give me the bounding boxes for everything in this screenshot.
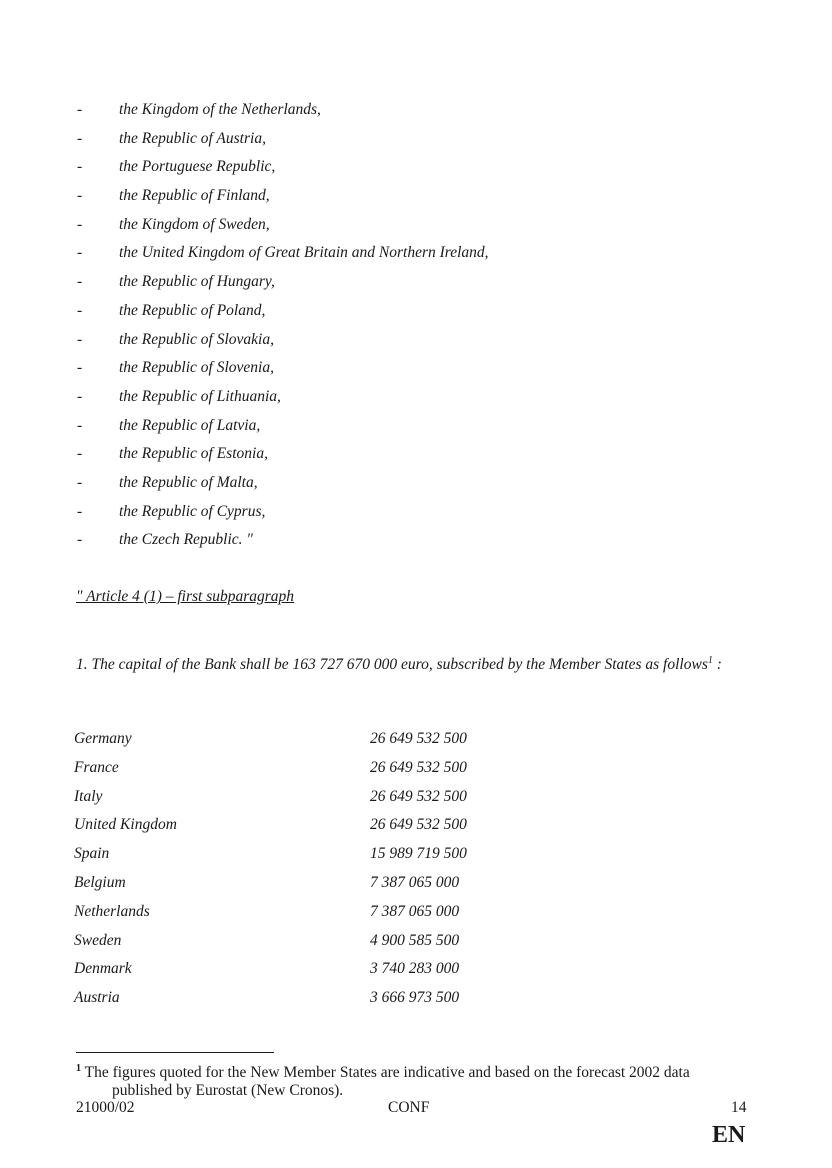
amount-cell: 26 649 532 500 bbox=[370, 730, 467, 747]
footnote-mark: 1 bbox=[76, 1063, 81, 1074]
list-item-text: the Kingdom of Sweden, bbox=[119, 215, 270, 233]
list-item-text: the Czech Republic. " bbox=[119, 531, 253, 549]
country-cell: Germany bbox=[74, 730, 132, 747]
paragraph-text: 1. The capital of the Bank shall be 163 727 670 000 euro, subscribed by the Member States as follows bbox=[76, 656, 708, 674]
list-dash: - bbox=[77, 129, 83, 147]
amount-cell: 15 989 719 500 bbox=[370, 845, 467, 863]
list-item-text: the Republic of Poland, bbox=[119, 301, 266, 319]
list-item-text: the Republic of Slovenia, bbox=[119, 359, 274, 377]
amount-cell: 26 649 532 500 bbox=[370, 787, 467, 805]
paragraph-suffix: : bbox=[712, 656, 722, 674]
country-cell: United Kingdom bbox=[74, 816, 177, 834]
page-number: 14 bbox=[731, 1099, 747, 1116]
capital-paragraph bbox=[76, 646, 756, 679]
footnote-line-1 bbox=[76, 1060, 756, 1082]
amount-cell: 3 666 973 500 bbox=[370, 989, 460, 1007]
article-heading: " Article 4 (1) – first subparagraph bbox=[76, 588, 295, 605]
list-dash: - bbox=[77, 244, 83, 262]
document-reference: 21000/02 bbox=[76, 1099, 135, 1116]
list-dash: - bbox=[77, 445, 83, 463]
list-dash: - bbox=[77, 101, 83, 118]
country-cell: Spain bbox=[74, 845, 110, 863]
amount-cell: 4 900 585 500 bbox=[370, 931, 460, 949]
list-dash: - bbox=[77, 158, 83, 176]
amount-cell: 26 649 532 500 bbox=[370, 816, 467, 834]
classification-label: CONF bbox=[388, 1099, 430, 1116]
list-dash: - bbox=[77, 416, 83, 434]
amount-cell: 7 387 065 000 bbox=[370, 902, 460, 920]
amount-cell: 26 649 532 500 bbox=[370, 758, 467, 776]
list-item-text: the Republic of Finland, bbox=[119, 187, 270, 205]
country-cell: Austria bbox=[74, 989, 120, 1007]
list-dash: - bbox=[77, 273, 83, 291]
amount-cell: 7 387 065 000 bbox=[370, 873, 460, 891]
amount-cell: 3 740 283 000 bbox=[370, 960, 460, 978]
footnote-divider bbox=[76, 1052, 274, 1053]
list-item-text: the Republic of Austria, bbox=[119, 129, 266, 147]
footnote-reference: 1 bbox=[707, 655, 713, 666]
country-cell: Italy bbox=[74, 787, 103, 805]
list-item-text: the Republic of Estonia, bbox=[119, 445, 268, 463]
country-cell: Denmark bbox=[74, 960, 132, 978]
list-dash: - bbox=[77, 473, 83, 491]
list-dash: - bbox=[77, 187, 83, 205]
list-item-text: the Republic of Malta, bbox=[119, 473, 258, 491]
list-item-text: the United Kingdom of Great Britain and Northern Ireland, bbox=[119, 244, 489, 262]
list-item-text: the Republic of Latvia, bbox=[119, 416, 261, 434]
language-code: EN bbox=[712, 1122, 746, 1148]
list-dash: - bbox=[77, 215, 83, 233]
country-cell: Netherlands bbox=[74, 902, 150, 920]
list-dash: - bbox=[77, 330, 83, 348]
list-dash: - bbox=[77, 531, 83, 549]
list-item-text: the Republic of Slovakia, bbox=[119, 330, 274, 348]
list-item-text: the Kingdom of the Netherlands, bbox=[119, 101, 321, 118]
country-cell: France bbox=[74, 758, 119, 776]
list-dash: - bbox=[77, 359, 83, 377]
list-dash: - bbox=[77, 301, 83, 319]
footnote-line-2: published by Eurostat (New Cronos). bbox=[112, 1082, 344, 1100]
country-cell: Belgium bbox=[74, 873, 126, 891]
list-item-text: the Republic of Hungary, bbox=[119, 273, 275, 291]
footnote bbox=[76, 1060, 756, 1100]
footnote-text: The figures quoted for the New Member States are indicative and based on the forecast 2002 data bbox=[81, 1064, 690, 1082]
country-cell: Sweden bbox=[74, 931, 122, 949]
list-dash: - bbox=[77, 502, 83, 520]
list-item-text: the Portuguese Republic, bbox=[119, 158, 276, 176]
list-item-text: the Republic of Cyprus, bbox=[119, 502, 266, 520]
list-dash: - bbox=[77, 387, 83, 405]
list-item-text: the Republic of Lithuania, bbox=[119, 387, 281, 405]
